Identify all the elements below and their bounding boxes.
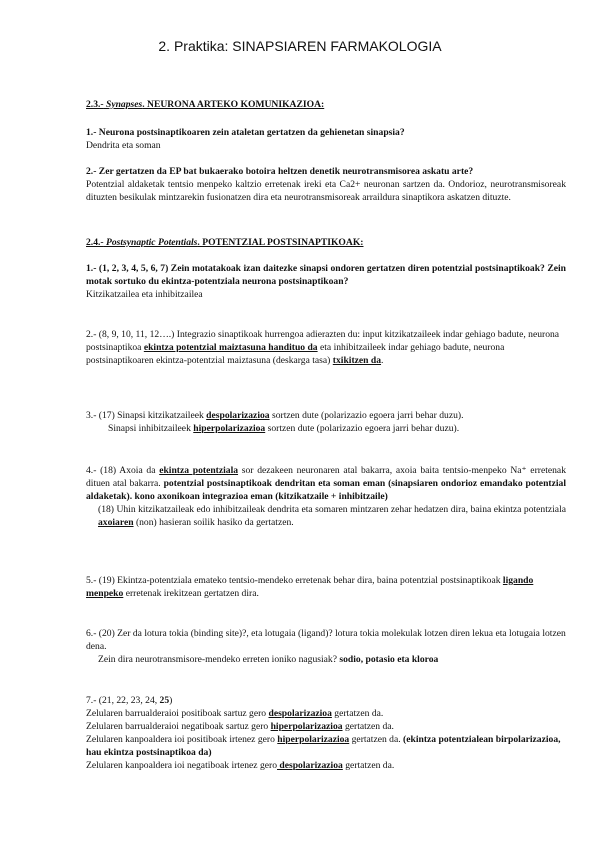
text-segment: ) xyxy=(169,695,173,706)
highlight-answer: despolarizazioa xyxy=(277,760,343,771)
highlight-answer: hiperpolarizazioa xyxy=(270,721,343,732)
page-title: 2. Praktika: SINAPSIAREN FARMAKOLOGIA xyxy=(158,38,442,54)
text-segment: Zelularen barrualderaioi positiboak sartuz gero xyxy=(86,708,269,719)
text-segment: 2.- (8, 9, 10, 11, 12….) Integrazio sinaptikoak hurrengoa adierazten du: input kitzikatzaileek indar gehiago badute, neurona postsinaptikoa xyxy=(86,329,560,353)
text-segment: 6.- (20) Zer da lotura tokia (binding site)?, eta lotugaia (ligand)? lotura tokia molekulak lotzen diren lekua eta lotugaia lotzen dena. xyxy=(86,628,566,652)
question-text: 2.- Zer gertatzen da EP bat bukaerako botoira heltzen denetik neurotransmisorea askatu arte? xyxy=(86,166,474,177)
highlight-answer: axoiaren xyxy=(98,517,134,528)
highlight-answer: hiperpolarizazioa xyxy=(277,734,350,745)
highlight-answer: ekintza potentzial maiztasuna handituo da xyxy=(143,342,318,353)
text-segment: (18) Uhin kitzikatzaileak edo inhibitzaileak dendrita eta somaren mintzaren zehar hedatzen dira, baina ekintza potentziala xyxy=(98,504,566,515)
text-segment: 4.- (18) Axoia da xyxy=(86,465,160,476)
highlight-answer: despolarizazioa xyxy=(268,708,332,719)
text-segment: gertatzen da. xyxy=(342,721,394,732)
question-block-p1 xyxy=(86,262,566,301)
text-segment: Sinapsi inhibitzaileek xyxy=(108,423,194,434)
answer-text: Kitzikatzailea eta inhibitzailea xyxy=(86,289,203,300)
text-segment: 7.- (21, 22, 23, 24, xyxy=(86,695,160,706)
text-segment: erretenak irekitzean gertatzen dira. xyxy=(123,588,259,599)
highlight-answer: hiperpolarizazioa xyxy=(193,423,266,434)
text-segment: sortzen dute (polarizazio egoera jarri behar duzu). xyxy=(269,410,464,421)
text-segment: 3.- (17) Sinapsi kitzikatzaileek xyxy=(86,410,207,421)
question-block-p7 xyxy=(86,694,566,772)
section-number: 2.4.- xyxy=(86,237,104,248)
text-segment: eta inhibitzaileek indar gehiago badute, neurona postsinaptikoaren ekintza-potentzial maiztasuna (deskarga tasa) xyxy=(86,342,505,366)
question-block-2 xyxy=(86,165,566,204)
text-segment: sor dezakeen neuronaren atal bakarra, axoia baita tentsio-menpeko Na⁺ erretenak dituen atal bakarra. xyxy=(86,465,566,489)
bold-note: potentzial postsinaptikoak dendritan eta soman eman (sinapsiaren ondorioz emandako potentzial aldaketak). kono axonikoan integrazioa eman (kitzikatzaile + inhibitzaile) xyxy=(86,478,566,502)
text-segment: Zein dira neurotransmisore-mendeko erreten ioniko nagusiak? xyxy=(98,654,340,665)
text-segment: gertatzen da. xyxy=(342,760,395,771)
bold-note: sodio, potasio eta kloroa xyxy=(339,654,439,665)
text-segment: gertatzen da. xyxy=(331,708,384,719)
text-segment: 5.- (19) Ekintza-potentziala emateko tentsio-mendeko erretenak behar dira, baina potentzial postsinaptikoak xyxy=(86,575,503,586)
bold-number: 25 xyxy=(159,695,170,706)
answer-text: Potentzial aldaketak tentsio menpeko kaltzio erretenak ireki eta Ca2+ neuronan sartzen da. Ondorioz, neurotransmisoreak dituzten besikulak mintzarekin fusionatzen dira eta neurotransmisoreak arraildura sinaptikora askatzen dituzte. xyxy=(86,179,566,203)
section-number: 2.3.- xyxy=(86,99,104,110)
question-block-p4 xyxy=(86,464,566,529)
section-heading-2-3 xyxy=(86,98,566,111)
question-block-p2 xyxy=(86,328,566,367)
text-segment: gertatzen da. xyxy=(349,734,404,745)
highlight-answer: despolarizazioa xyxy=(206,410,270,421)
text-segment: (non) hasieran soilik hasiko da gertatzen. xyxy=(133,517,294,528)
highlight-answer: txikitzen da xyxy=(332,355,382,366)
section-title: . POTENTZIAL POSTSINAPTIKOAK: xyxy=(197,237,364,248)
text-segment: sortzen dute (polarizazio egoera jarri behar duzu). xyxy=(265,423,460,434)
question-block-p5 xyxy=(86,574,566,600)
text-segment: . xyxy=(381,355,384,366)
question-block-1 xyxy=(86,126,566,152)
bold-note: (ekintza potentzialean birpolarizazioa, hau ekintza postsinaptikoa da) xyxy=(86,734,561,758)
section-term: Postsynaptic Potentials xyxy=(106,237,198,248)
highlight-answer: ligando menpeko xyxy=(86,575,534,599)
section-heading-2-4 xyxy=(86,236,566,249)
text-segment: Zelularen kanpoaldera ioi negatiboak irtenez gero xyxy=(86,760,277,771)
section-term: Synapses xyxy=(106,99,143,110)
text-segment: Zelularen kanpoaldera ioi positiboak irtenez gero xyxy=(86,734,278,745)
highlight-answer: ekintza potentziala xyxy=(159,465,239,476)
question-text: 1.- (1, 2, 3, 4, 5, 6, 7) Zein motatakoak izan daitezke sinapsi ondoren gertatzen diren potentzial postsinaptikoak? Zein motak sortuko du ekintza-potentziala neurona postsinaptikoan? xyxy=(86,263,566,287)
answer-text: Dendrita eta soman xyxy=(86,140,161,151)
question-block-p3 xyxy=(86,409,566,435)
section-title: . NEURONA ARTEKO KOMUNIKAZIOA: xyxy=(142,99,325,110)
question-text: 1.- Neurona postsinaptikoaren zein ataletan gertatzen da gehienetan sinapsia? xyxy=(86,127,405,138)
text-segment: Zelularen barrualderaioi negatiboak sartuz gero xyxy=(86,721,271,732)
question-block-p6 xyxy=(86,627,566,666)
